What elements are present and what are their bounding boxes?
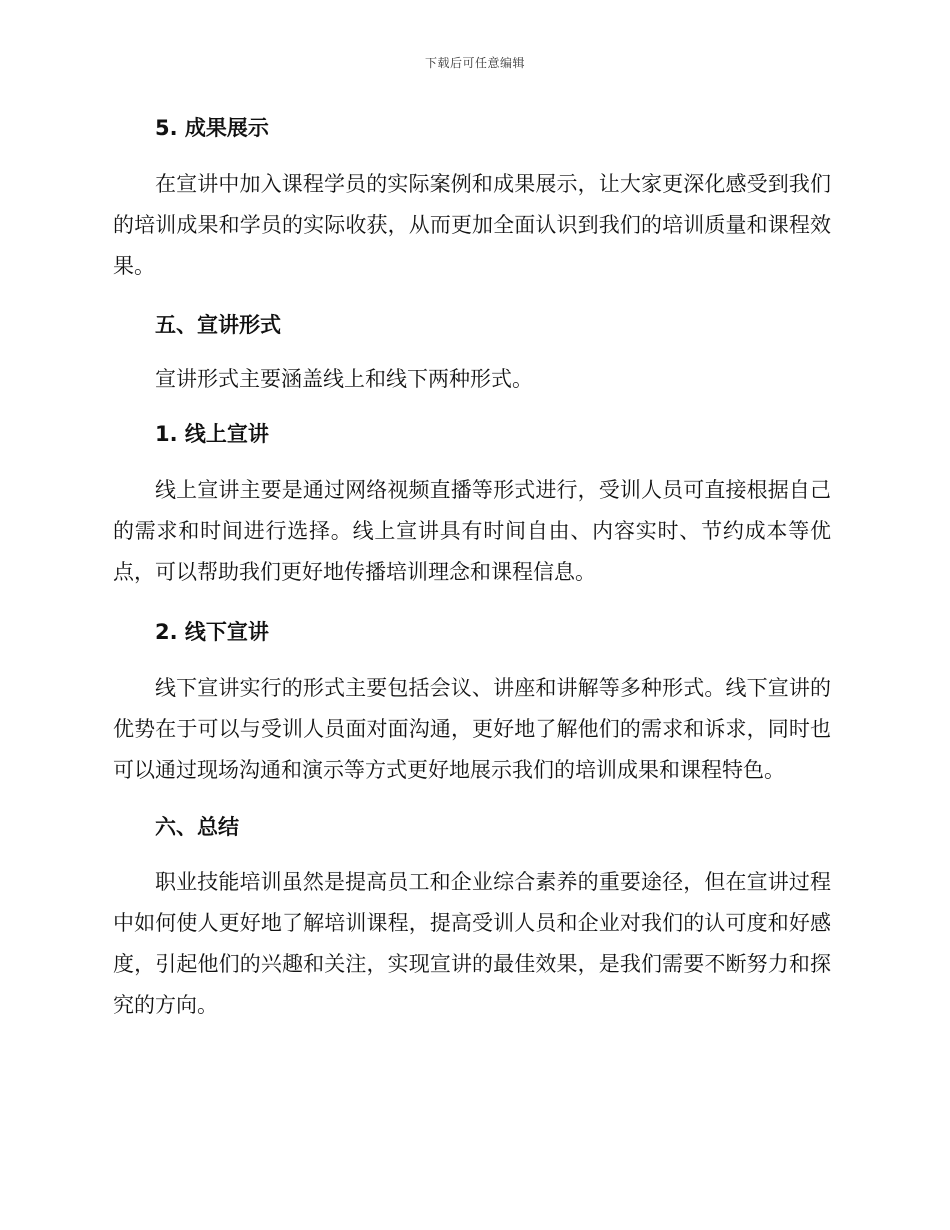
section-heading-results: 5. 成果展示 bbox=[155, 116, 269, 140]
section-paragraph-summary: 职业技能培训虽然是提高员工和企业综合素养的重要途径，但在宣讲过程中如何使人更好地了解培训课程，提高受训人员和企业对我们的认可度和好感度，引起他们的兴趣和关注，实现宣讲的最佳效果，是我们需要不断努力和探究的方向。 bbox=[113, 870, 831, 1017]
document-body bbox=[113, 110, 831, 1026]
section-paragraph-forms: 宣讲形式主要涵盖线上和线下两种形式。 bbox=[155, 367, 533, 391]
section-paragraph-results: 在宣讲中加入课程学员的实际案例和成果展示，让大家更深化感受到我们的培训成果和学员的实际收获，从而更加全面认识到我们的培训质量和课程效果。 bbox=[113, 172, 831, 278]
section-heading-offline: 2. 线下宣讲 bbox=[155, 620, 269, 644]
section-paragraph-offline: 线下宣讲实行的形式主要包括会议、讲座和讲解等多种形式。线下宣讲的优势在于可以与受训人员面对面沟通，更好地了解他们的需求和诉求，同时也可以通过现场沟通和演示等方式更好地展示我们的培训成果和课程特色。 bbox=[113, 676, 831, 782]
section-paragraph-online: 线上宣讲主要是通过网络视频直播等形式进行，受训人员可直接根据自己的需求和时间进行选择。线上宣讲具有时间自由、内容实时、节约成本等优点，可以帮助我们更好地传播培训理念和课程信息。 bbox=[113, 478, 831, 584]
page-header: 下载后可任意编辑 bbox=[424, 56, 525, 70]
section-heading-online: 1. 线上宣讲 bbox=[155, 422, 269, 446]
section-heading-forms: 五、宣讲形式 bbox=[155, 313, 281, 337]
section-heading-summary: 六、总结 bbox=[155, 815, 239, 839]
